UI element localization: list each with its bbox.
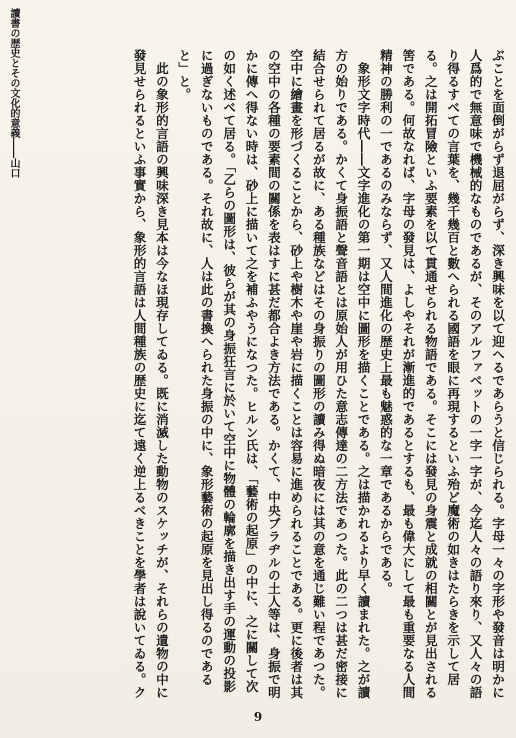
paragraph-3: 此の象形的言語の興味深き見本は今なほ現存してゐる。既に消滅した動物のスケッチが、それらの遺物の中に發見せられるといふ事實から、象形的言語は人間種族の歴史に迄て遠く逆上るべきことを學者は說いてゐる。ク <box>131 49 169 699</box>
paragraph-1: ぶことを面倒がらず退屈がらず、深き興味を以て迎へるであらうと信じられる。字母一々の字形や發音は明かに人爲的で無意味で機械的なものであるが、そのアルファベットの一字一字が、今迄人々の語り來り、又人々の語り得るすべての言葉を、幾千幾百と數へられる國語を眼に再現するといふ殆ど魔術の如きはたらきを示して居る。之は開拓冒險といふ要素を以て貫通せられる物語である。そこには發見の身震と成就の相關とが見出される筈である。何故なれば、字母の發見は、よしやそれが漸進的であるとするも、最も偉大にして最も重要なる人間精神の勝利の一であるのみならず、又人間進化の歴史上最も魅惑的な一章であるからである。 <box>377 49 505 699</box>
page-number: 9 <box>253 710 263 724</box>
body-text <box>127 49 508 699</box>
paragraph-2: 象形文字時代――文字進化の第一期は空中に圖形を描くことである。之は描かれるより早く讀まれた。之が讀方の始りである。かくて身振語と聲音語とは原始人が用ひた意志傳達の二方法であつた。此の二つは甚だ密接に結合せられて居るが故に、ある種族などはその身振りの圖形の讀み得ぬ暗夜には其の意を通じ難い程であつた。空中に繪畫を形づくることから、砂上や樹木や崖や岩に描くことは容易に進められることである。更に後者は其の空中の各種の要素間の關係を表はすに甚だ都合よき方法である。かくて、中央ブラヂルの土人等は、身振で明かに傳へ得ない時は、砂上に描いて之を補ふやうになつた。ヒルン氏は、「藝術の起原」の中に、之に關して次の如く述べて居る。「乙らの圖形は、彼らが其の身振狂言に於いて空中に物體の輪廓を描き出す手の運動の投影に過ぎないものである。それ故に、人は此の書換へられた身振の中に、象形藝術の起原を見出し得るのであると」と。 <box>176 49 371 699</box>
running-header: 讀書の歴史とその文化的意義――山口 <box>8 8 19 178</box>
